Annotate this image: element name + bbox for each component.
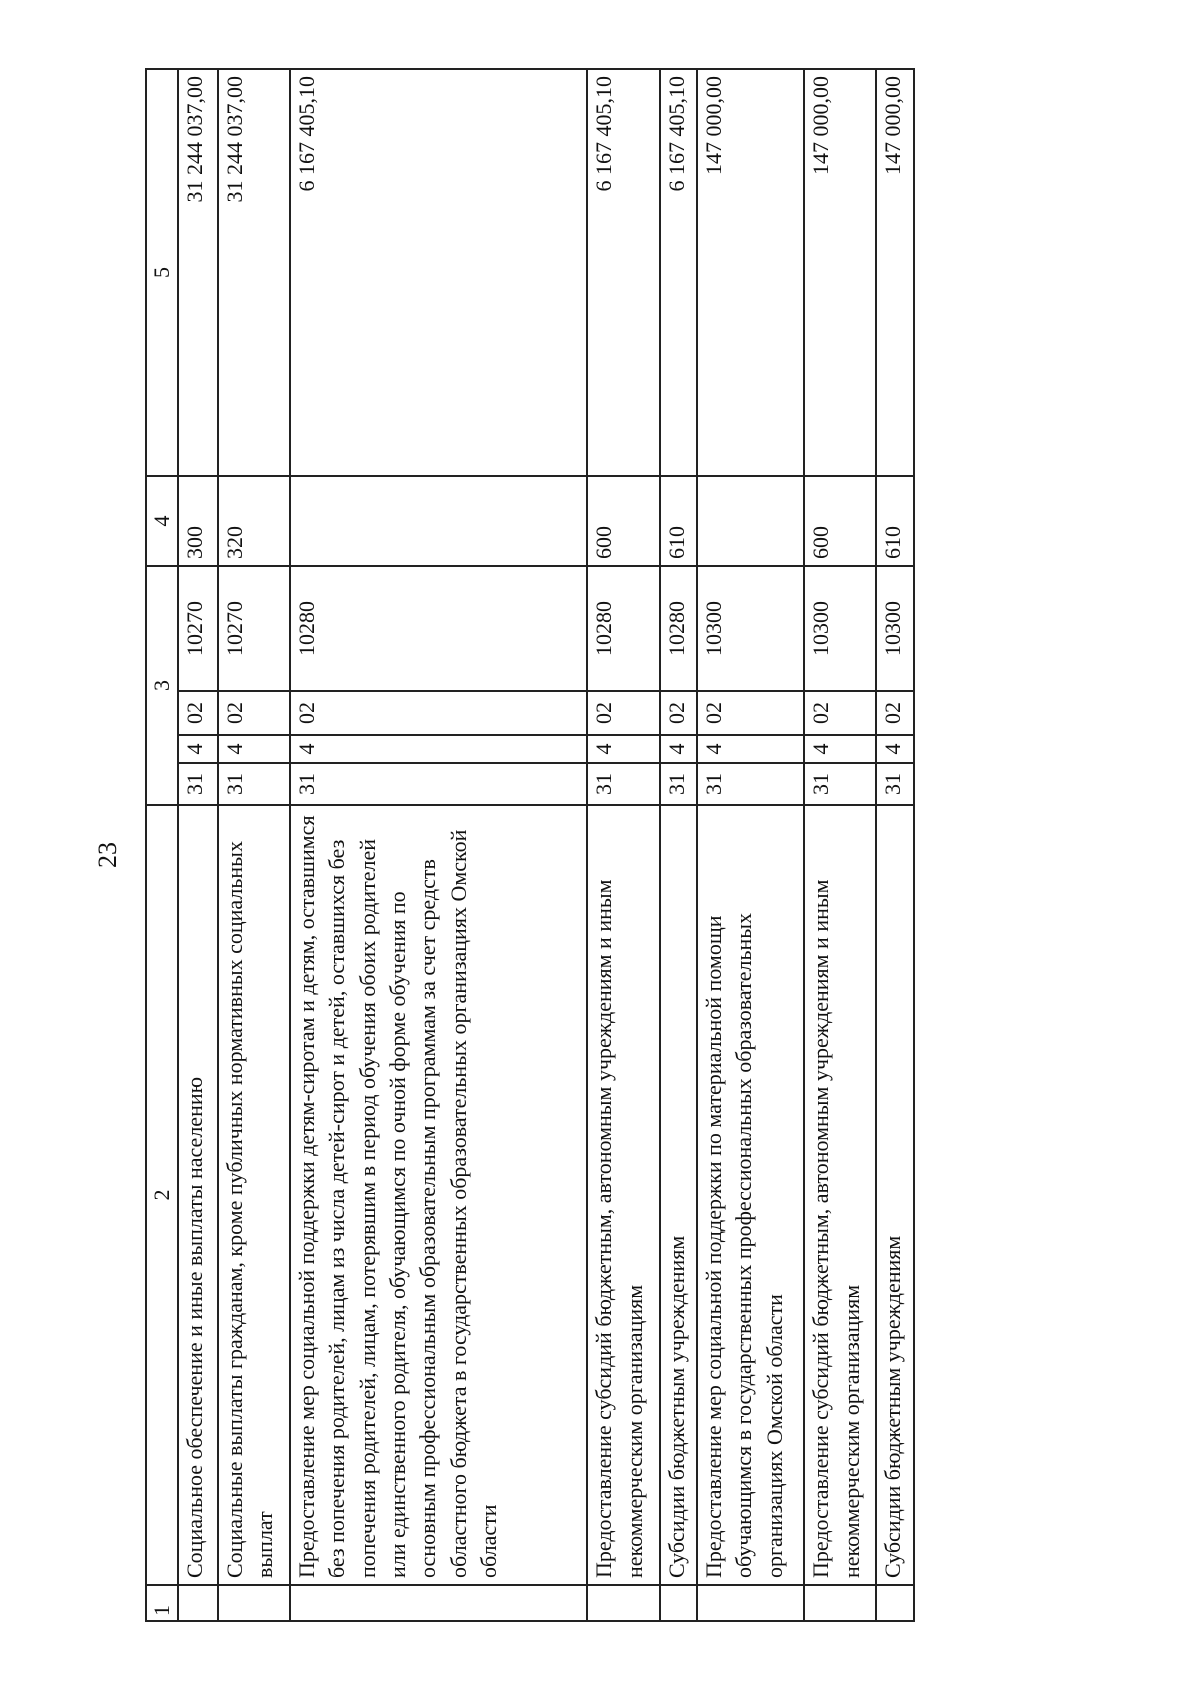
row-number-cell bbox=[290, 1585, 587, 1621]
code-program: 31 bbox=[218, 763, 290, 805]
amount-cell: 31 244 037,00 bbox=[218, 69, 290, 476]
description-cell: Предоставление субсидий бюджетным, автономным учреждениям и иным некоммерческим организациям bbox=[804, 805, 876, 1585]
expense-type-cell: 320 bbox=[218, 476, 290, 566]
expense-type-cell bbox=[290, 476, 587, 566]
header-col-4: 4 bbox=[146, 476, 178, 566]
amount-cell: 147 000,00 bbox=[697, 69, 804, 476]
code-program: 31 bbox=[587, 763, 659, 805]
code-program: 31 bbox=[876, 763, 914, 805]
row-number-cell bbox=[587, 1585, 659, 1621]
amount-cell: 147 000,00 bbox=[876, 69, 914, 476]
code-direction: 10300 bbox=[804, 566, 876, 691]
code-program: 31 bbox=[290, 763, 587, 805]
expense-type-cell: 300 bbox=[178, 476, 217, 566]
code-program: 31 bbox=[178, 763, 217, 805]
code-main-event: 02 bbox=[876, 691, 914, 735]
code-direction: 10270 bbox=[218, 566, 290, 691]
header-col-2: 2 bbox=[146, 805, 178, 1585]
budget-table bbox=[145, 68, 915, 1622]
row-number-cell bbox=[660, 1585, 698, 1621]
code-direction: 10280 bbox=[290, 566, 587, 691]
header-col-5: 5 bbox=[146, 69, 178, 476]
page-number: 23 bbox=[93, 842, 122, 868]
description-cell: Субсидии бюджетным учреждениям bbox=[660, 805, 698, 1585]
code-subprogram: 4 bbox=[587, 735, 659, 763]
code-main-event: 02 bbox=[587, 691, 659, 735]
table-row bbox=[660, 69, 698, 1621]
code-direction: 10270 bbox=[178, 566, 217, 691]
table-header-row bbox=[146, 69, 178, 1621]
code-subprogram: 4 bbox=[290, 735, 587, 763]
row-number-cell bbox=[218, 1585, 290, 1621]
table-row bbox=[178, 69, 217, 1621]
amount-cell: 147 000,00 bbox=[804, 69, 876, 476]
code-main-event: 02 bbox=[660, 691, 698, 735]
code-direction: 10300 bbox=[697, 566, 804, 691]
row-number-cell bbox=[876, 1585, 914, 1621]
code-main-event: 02 bbox=[290, 691, 587, 735]
expense-type-cell: 600 bbox=[587, 476, 659, 566]
row-number-cell bbox=[697, 1585, 804, 1621]
row-number-cell bbox=[804, 1585, 876, 1621]
header-col-3: 3 bbox=[146, 566, 178, 805]
code-subprogram: 4 bbox=[876, 735, 914, 763]
code-direction: 10300 bbox=[876, 566, 914, 691]
expense-type-cell bbox=[697, 476, 804, 566]
header-col-1: 1 bbox=[146, 1585, 178, 1621]
description-cell: Предоставление субсидий бюджетным, автономным учреждениям и иным некоммерческим организациям bbox=[587, 805, 659, 1585]
code-subprogram: 4 bbox=[804, 735, 876, 763]
code-subprogram: 4 bbox=[178, 735, 217, 763]
table-row bbox=[697, 69, 804, 1621]
expense-type-cell: 610 bbox=[876, 476, 914, 566]
code-subprogram: 4 bbox=[660, 735, 698, 763]
code-direction: 10280 bbox=[587, 566, 659, 691]
code-main-event: 02 bbox=[697, 691, 804, 735]
description-cell: Предоставление мер социальной поддержки детям-сиротам и детям, оставшимся без попечения родителей, лицам из числа детей-сирот и детей, оставшихся без попечения родителей, лицам, потерявшим в период обучения обоих родителей или единственного родителя, обучающимся по очной форме обучения по основным профессиональным образовательным программам за счет средств областного бюджета в государственных образовательных организациях Омской области bbox=[290, 805, 587, 1585]
amount-cell: 6 167 405,10 bbox=[587, 69, 659, 476]
code-subprogram: 4 bbox=[697, 735, 804, 763]
amount-cell: 6 167 405,10 bbox=[660, 69, 698, 476]
row-number-cell bbox=[178, 1585, 217, 1621]
description-cell: Социальные выплаты гражданам, кроме публичных нормативных социальных выплат bbox=[218, 805, 290, 1585]
table-row bbox=[218, 69, 290, 1621]
expense-type-cell: 600 bbox=[804, 476, 876, 566]
code-main-event: 02 bbox=[804, 691, 876, 735]
description-cell: Субсидии бюджетным учреждениям bbox=[876, 805, 914, 1585]
code-main-event: 02 bbox=[178, 691, 217, 735]
amount-cell: 31 244 037,00 bbox=[178, 69, 217, 476]
code-direction: 10280 bbox=[660, 566, 698, 691]
description-cell: Социальное обеспечение и иные выплаты населению bbox=[178, 805, 217, 1585]
table-row bbox=[876, 69, 914, 1621]
code-program: 31 bbox=[660, 763, 698, 805]
code-subprogram: 4 bbox=[218, 735, 290, 763]
table-row bbox=[587, 69, 659, 1621]
table-row bbox=[804, 69, 876, 1621]
table-row bbox=[290, 69, 587, 1621]
amount-cell: 6 167 405,10 bbox=[290, 69, 587, 476]
code-program: 31 bbox=[697, 763, 804, 805]
table-container bbox=[145, 70, 915, 1622]
description-cell: Предоставление мер социальной поддержки по материальной помощи обучающимся в государственных профессиональных образовательных организациях Омской области bbox=[697, 805, 804, 1585]
code-main-event: 02 bbox=[218, 691, 290, 735]
code-program: 31 bbox=[804, 763, 876, 805]
expense-type-cell: 610 bbox=[660, 476, 698, 566]
